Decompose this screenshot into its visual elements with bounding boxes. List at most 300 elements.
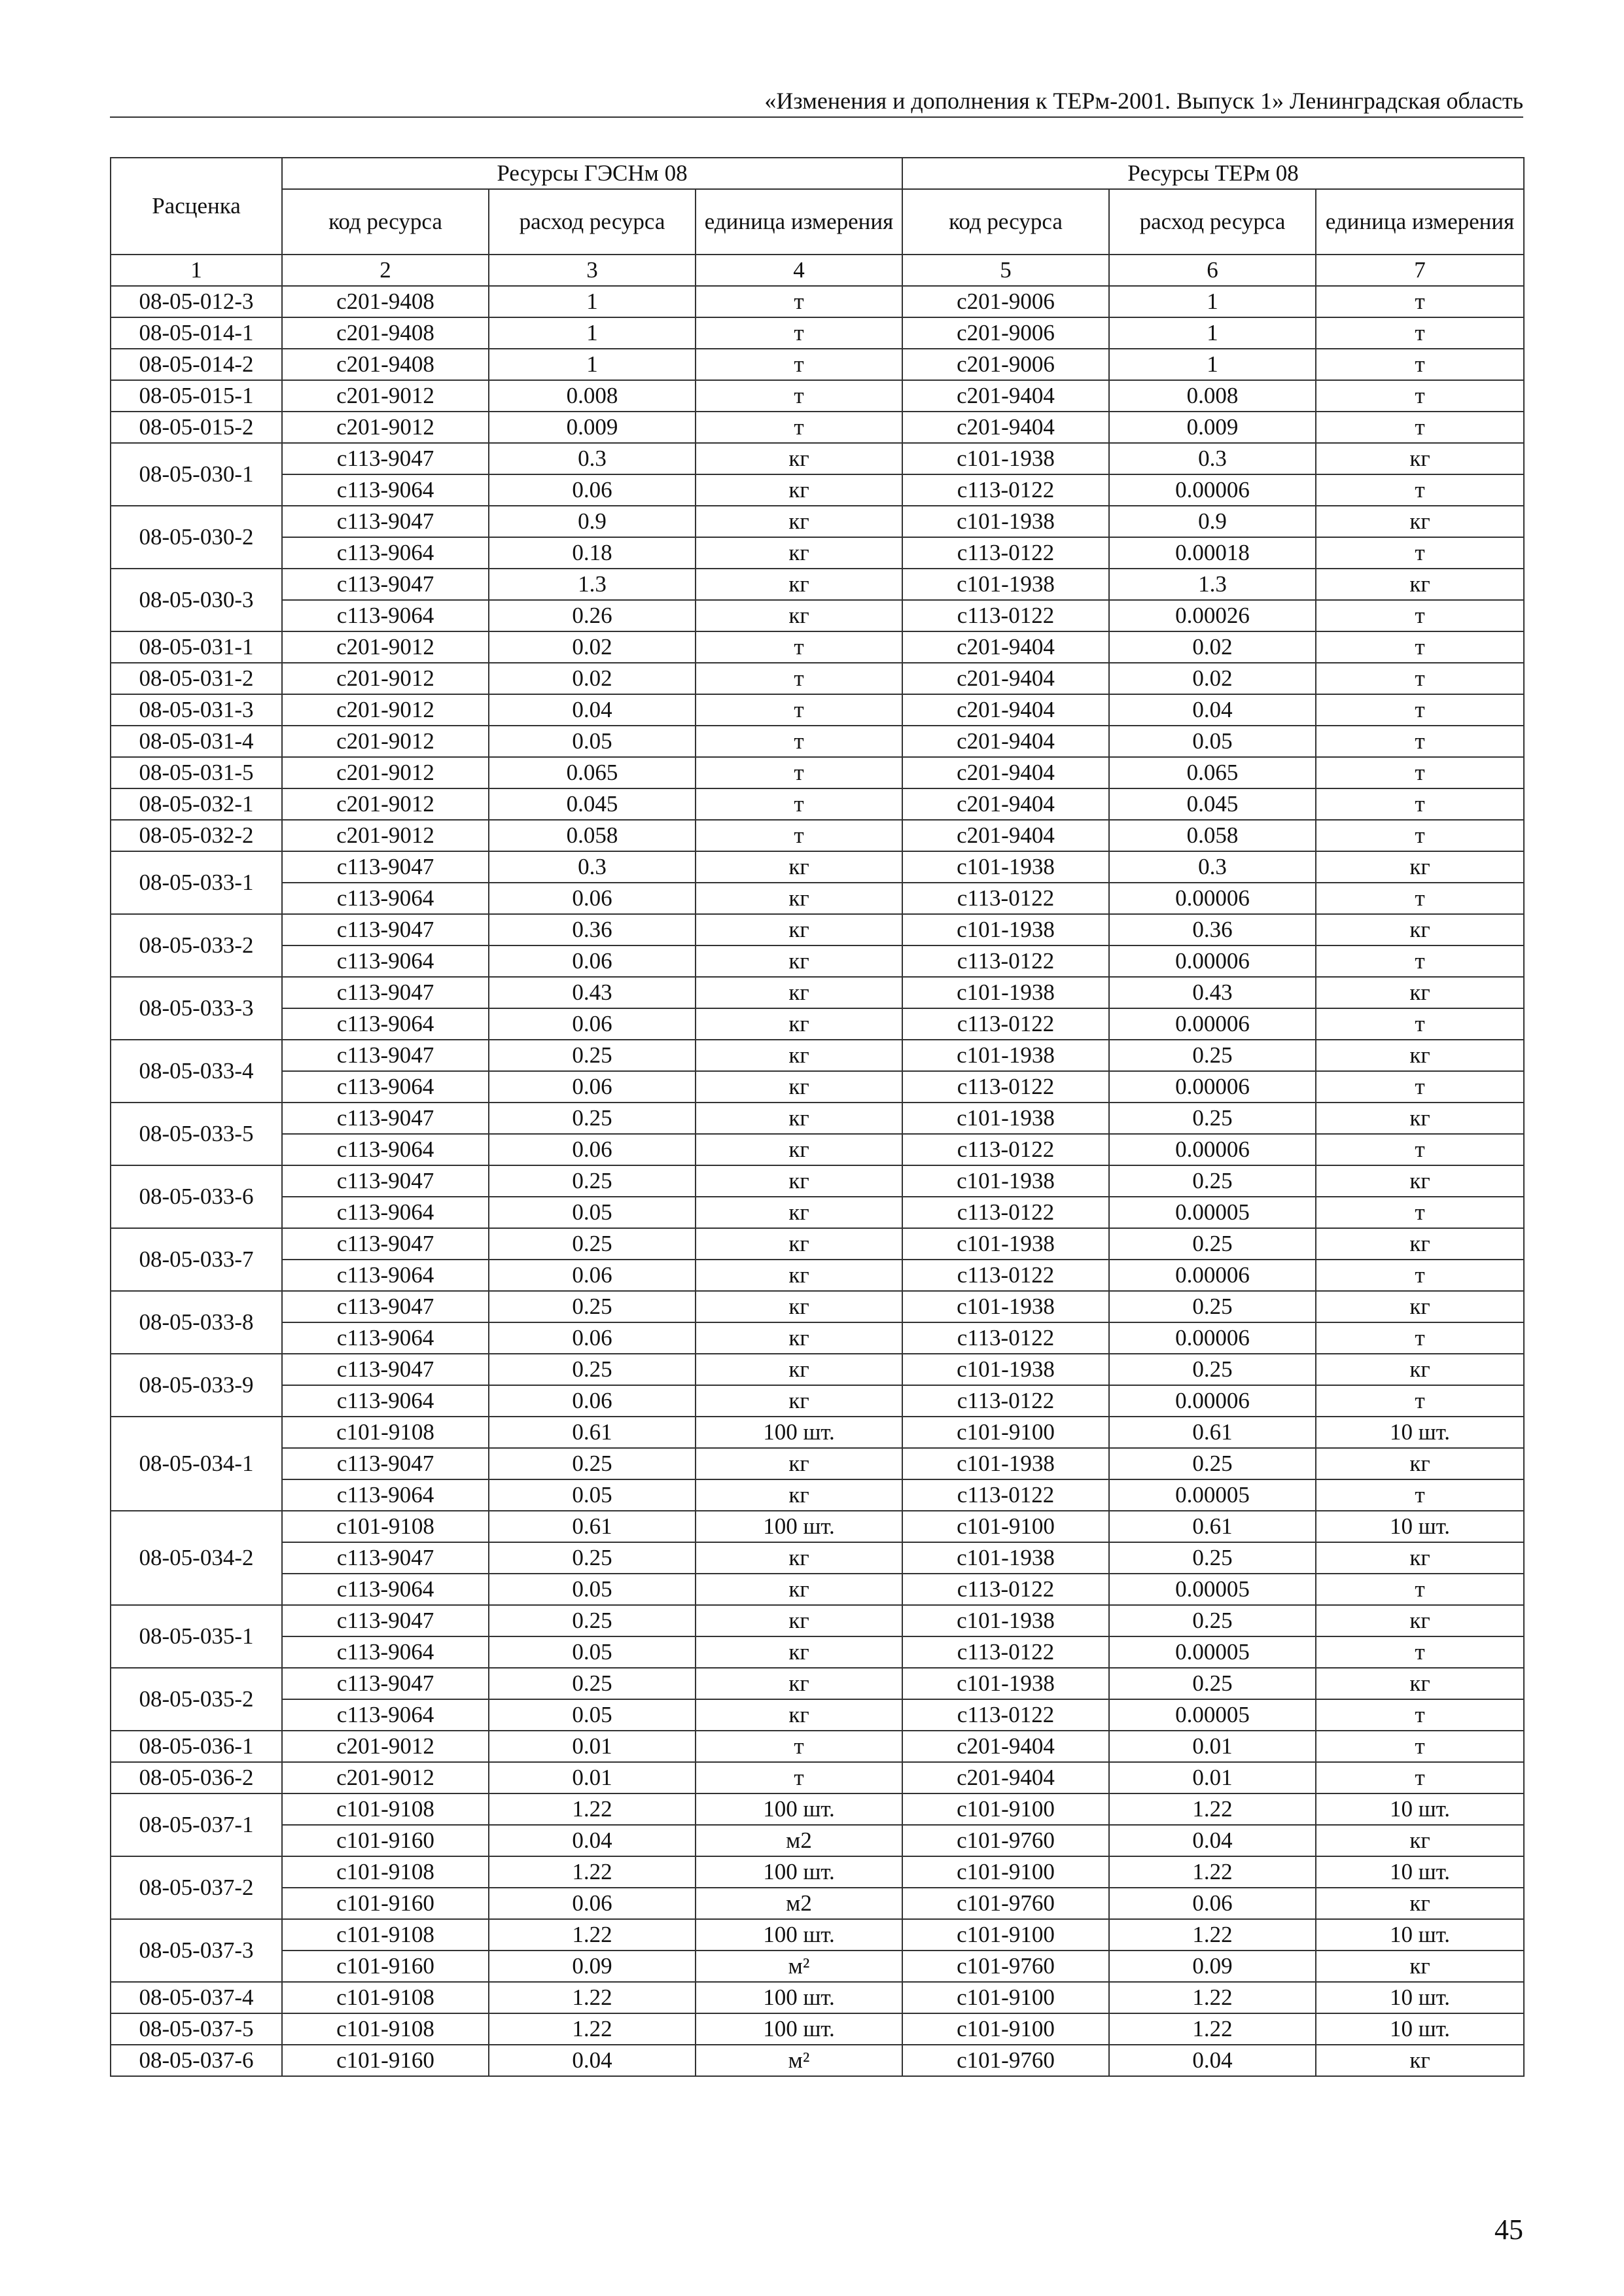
- table-row: [111, 506, 1524, 537]
- table-row: [111, 1228, 1524, 1260]
- cell-consumption-ter: 0.00005: [1109, 1479, 1316, 1511]
- cell-unit-ter: кг: [1316, 1448, 1524, 1479]
- cell-code-ter: с113-0122: [902, 1636, 1109, 1668]
- cell-unit-ter: т: [1316, 1134, 1524, 1165]
- cell-rate: 08-05-033-9: [111, 1354, 282, 1417]
- cell-consumption-ter: 0.25: [1109, 1165, 1316, 1197]
- cell-unit-ter: кг: [1316, 914, 1524, 945]
- table-row: [111, 1197, 1524, 1228]
- cell-unit-ter: т: [1316, 945, 1524, 977]
- cell-code-ter: с201-9404: [902, 663, 1109, 694]
- cell-consumption-ter: 0.008: [1109, 380, 1316, 412]
- cell-consumption-gesn: 0.25: [489, 1448, 696, 1479]
- table-row: [111, 412, 1524, 443]
- cell-consumption-gesn: 1: [489, 317, 696, 349]
- cell-code-gesn: с201-9012: [282, 726, 489, 757]
- cell-consumption-ter: 0.00005: [1109, 1636, 1316, 1668]
- running-header: «Изменения и дополнения к ТЕРм-2001. Выпуск 1» Ленинградская область: [764, 88, 1523, 114]
- cell-code-ter: с101-9760: [902, 1825, 1109, 1856]
- col-number: 1: [111, 255, 282, 286]
- group-header-ter: Ресурсы ТЕРм 08: [902, 158, 1524, 189]
- cell-rate: 08-05-015-1: [111, 380, 282, 412]
- cell-code-ter: с101-1938: [902, 1291, 1109, 1322]
- cell-consumption-gesn: 1.3: [489, 569, 696, 600]
- cell-rate: 08-05-031-4: [111, 726, 282, 757]
- cell-consumption-ter: 0.05: [1109, 726, 1316, 757]
- cell-code-ter: с201-9404: [902, 412, 1109, 443]
- cell-rate: 08-05-030-2: [111, 506, 282, 569]
- table-row: [111, 1511, 1524, 1542]
- cell-unit-gesn: кг: [696, 1385, 902, 1417]
- col-header-consumption-ter: расход ресурса: [1109, 189, 1316, 255]
- cell-consumption-ter: 0.25: [1109, 1354, 1316, 1385]
- cell-consumption-gesn: 0.25: [489, 1605, 696, 1636]
- cell-consumption-gesn: 0.3: [489, 851, 696, 883]
- cell-consumption-ter: 0.00006: [1109, 474, 1316, 506]
- cell-rate: 08-05-037-5: [111, 2013, 282, 2045]
- cell-code-ter: с201-9404: [902, 1762, 1109, 1793]
- cell-consumption-ter: 0.02: [1109, 663, 1316, 694]
- cell-consumption-gesn: 0.25: [489, 1103, 696, 1134]
- cell-code-gesn: с113-9064: [282, 1385, 489, 1417]
- cell-unit-gesn: т: [696, 788, 902, 820]
- cell-code-ter: с101-9100: [902, 1511, 1109, 1542]
- cell-code-ter: с113-0122: [902, 600, 1109, 631]
- cell-unit-gesn: кг: [696, 1040, 902, 1071]
- cell-unit-gesn: кг: [696, 1542, 902, 1574]
- cell-rate: 08-05-033-1: [111, 851, 282, 914]
- cell-consumption-gesn: 0.25: [489, 1668, 696, 1699]
- col-number: 5: [902, 255, 1109, 286]
- cell-consumption-gesn: 0.3: [489, 443, 696, 474]
- cell-code-gesn: с101-9108: [282, 1982, 489, 2013]
- cell-consumption-ter: 1: [1109, 349, 1316, 380]
- cell-consumption-ter: 0.00018: [1109, 537, 1316, 569]
- table-row: [111, 977, 1524, 1008]
- col-number: 4: [696, 255, 902, 286]
- cell-consumption-ter: 0.61: [1109, 1511, 1316, 1542]
- resources-table: [110, 157, 1525, 2077]
- cell-code-gesn: с201-9012: [282, 663, 489, 694]
- cell-unit-gesn: м²: [696, 2045, 902, 2076]
- cell-code-gesn: с113-9047: [282, 1448, 489, 1479]
- cell-code-gesn: с113-9064: [282, 474, 489, 506]
- cell-code-ter: с101-9100: [902, 1982, 1109, 2013]
- cell-rate: 08-05-033-8: [111, 1291, 282, 1354]
- cell-code-ter: с113-0122: [902, 1699, 1109, 1731]
- cell-unit-gesn: кг: [696, 506, 902, 537]
- cell-consumption-gesn: 0.05: [489, 1699, 696, 1731]
- cell-code-gesn: с113-9047: [282, 443, 489, 474]
- cell-rate: 08-05-034-2: [111, 1511, 282, 1605]
- cell-unit-gesn: 100 шт.: [696, 1793, 902, 1825]
- cell-unit-gesn: т: [696, 663, 902, 694]
- cell-consumption-ter: 1.22: [1109, 2013, 1316, 2045]
- cell-code-ter: с101-9760: [902, 1951, 1109, 1982]
- cell-code-ter: с201-9404: [902, 631, 1109, 663]
- cell-unit-ter: 10 шт.: [1316, 1982, 1524, 2013]
- cell-consumption-ter: 0.04: [1109, 2045, 1316, 2076]
- table-row: [111, 1542, 1524, 1574]
- cell-consumption-gesn: 0.05: [489, 1479, 696, 1511]
- cell-unit-gesn: м²: [696, 1951, 902, 1982]
- cell-unit-ter: т: [1316, 631, 1524, 663]
- cell-consumption-gesn: 0.06: [489, 1385, 696, 1417]
- cell-unit-gesn: 100 шт.: [696, 1856, 902, 1888]
- cell-unit-gesn: т: [696, 631, 902, 663]
- cell-unit-ter: т: [1316, 1636, 1524, 1668]
- cell-consumption-ter: 0.3: [1109, 851, 1316, 883]
- cell-rate: 08-05-034-1: [111, 1417, 282, 1511]
- cell-rate: 08-05-031-5: [111, 757, 282, 788]
- col-number: 7: [1316, 255, 1524, 286]
- cell-code-ter: с101-9100: [902, 1793, 1109, 1825]
- cell-consumption-ter: 0.25: [1109, 1291, 1316, 1322]
- cell-code-ter: с201-9006: [902, 286, 1109, 317]
- cell-code-ter: с101-1938: [902, 1103, 1109, 1134]
- table-row: [111, 1699, 1524, 1731]
- table-row: [111, 694, 1524, 726]
- table-row: [111, 1574, 1524, 1605]
- cell-code-gesn: с201-9012: [282, 380, 489, 412]
- cell-code-gesn: с113-9047: [282, 1354, 489, 1385]
- page-number: 45: [1494, 2214, 1523, 2246]
- cell-code-ter: с201-9006: [902, 349, 1109, 380]
- cell-unit-ter: т: [1316, 317, 1524, 349]
- cell-code-ter: с201-9006: [902, 317, 1109, 349]
- cell-unit-ter: т: [1316, 1071, 1524, 1103]
- cell-consumption-gesn: 0.01: [489, 1731, 696, 1762]
- cell-unit-ter: т: [1316, 726, 1524, 757]
- cell-unit-gesn: кг: [696, 1197, 902, 1228]
- cell-code-gesn: с113-9047: [282, 1040, 489, 1071]
- cell-code-ter: с113-0122: [902, 1479, 1109, 1511]
- table-row: [111, 1291, 1524, 1322]
- cell-unit-gesn: кг: [696, 851, 902, 883]
- cell-unit-ter: 10 шт.: [1316, 1856, 1524, 1888]
- cell-code-gesn: с113-9064: [282, 1636, 489, 1668]
- cell-code-gesn: с101-9160: [282, 2045, 489, 2076]
- cell-code-ter: с201-9404: [902, 726, 1109, 757]
- cell-code-ter: с113-0122: [902, 1134, 1109, 1165]
- cell-code-gesn: с201-9012: [282, 412, 489, 443]
- table-row: [111, 726, 1524, 757]
- table-row: [111, 1668, 1524, 1699]
- cell-consumption-gesn: 0.18: [489, 537, 696, 569]
- cell-rate: 08-05-015-2: [111, 412, 282, 443]
- cell-unit-ter: т: [1316, 380, 1524, 412]
- cell-code-ter: с113-0122: [902, 1385, 1109, 1417]
- cell-code-gesn: с113-9047: [282, 569, 489, 600]
- cell-consumption-ter: 1.22: [1109, 1793, 1316, 1825]
- table-row: [111, 443, 1524, 474]
- cell-rate: 08-05-031-2: [111, 663, 282, 694]
- cell-rate: 08-05-033-6: [111, 1165, 282, 1228]
- cell-consumption-gesn: 0.009: [489, 412, 696, 443]
- cell-consumption-gesn: 0.06: [489, 474, 696, 506]
- cell-code-gesn: с113-9064: [282, 537, 489, 569]
- cell-consumption-gesn: 1.22: [489, 1793, 696, 1825]
- cell-rate: 08-05-036-1: [111, 1731, 282, 1762]
- cell-unit-ter: кг: [1316, 1951, 1524, 1982]
- cell-consumption-gesn: 0.04: [489, 694, 696, 726]
- cell-code-ter: с101-9100: [902, 1919, 1109, 1951]
- cell-unit-ter: кг: [1316, 1354, 1524, 1385]
- cell-unit-gesn: м2: [696, 1825, 902, 1856]
- cell-unit-gesn: кг: [696, 1354, 902, 1385]
- table-row: [111, 380, 1524, 412]
- cell-consumption-gesn: 0.43: [489, 977, 696, 1008]
- cell-rate: 08-05-033-5: [111, 1103, 282, 1165]
- cell-code-gesn: с113-9047: [282, 851, 489, 883]
- table-row: [111, 1071, 1524, 1103]
- cell-code-gesn: с113-9064: [282, 1071, 489, 1103]
- cell-consumption-ter: 0.25: [1109, 1542, 1316, 1574]
- cell-consumption-ter: 0.25: [1109, 1448, 1316, 1479]
- cell-code-gesn: с101-9160: [282, 1825, 489, 1856]
- cell-unit-gesn: кг: [696, 945, 902, 977]
- cell-rate: 08-05-032-2: [111, 820, 282, 851]
- cell-code-gesn: с101-9108: [282, 1793, 489, 1825]
- cell-code-ter: с101-1938: [902, 1605, 1109, 1636]
- cell-unit-gesn: т: [696, 412, 902, 443]
- cell-rate: 08-05-012-3: [111, 286, 282, 317]
- cell-rate: 08-05-014-1: [111, 317, 282, 349]
- cell-unit-ter: кг: [1316, 851, 1524, 883]
- cell-rate: 08-05-037-6: [111, 2045, 282, 2076]
- cell-unit-ter: т: [1316, 1699, 1524, 1731]
- cell-consumption-gesn: 0.04: [489, 2045, 696, 2076]
- table-row: [111, 663, 1524, 694]
- cell-unit-gesn: т: [696, 1762, 902, 1793]
- table-row: [111, 286, 1524, 317]
- cell-code-gesn: с113-9047: [282, 506, 489, 537]
- cell-unit-gesn: кг: [696, 1228, 902, 1260]
- cell-consumption-ter: 0.00005: [1109, 1197, 1316, 1228]
- cell-consumption-ter: 0.25: [1109, 1668, 1316, 1699]
- cell-consumption-gesn: 0.25: [489, 1228, 696, 1260]
- cell-unit-ter: кг: [1316, 506, 1524, 537]
- cell-consumption-ter: 0.04: [1109, 1825, 1316, 1856]
- cell-consumption-gesn: 1.22: [489, 1919, 696, 1951]
- cell-code-ter: с113-0122: [902, 537, 1109, 569]
- cell-code-ter: с113-0122: [902, 1071, 1109, 1103]
- cell-consumption-gesn: 0.26: [489, 600, 696, 631]
- cell-code-gesn: с113-9047: [282, 1542, 489, 1574]
- cell-consumption-ter: 0.04: [1109, 694, 1316, 726]
- col-header-unit-ter: единица измерения: [1316, 189, 1524, 255]
- cell-code-ter: с101-1938: [902, 977, 1109, 1008]
- cell-unit-gesn: кг: [696, 1668, 902, 1699]
- cell-consumption-gesn: 0.05: [489, 1636, 696, 1668]
- cell-code-gesn: с201-9012: [282, 1762, 489, 1793]
- cell-code-ter: с101-1938: [902, 1354, 1109, 1385]
- table-row: [111, 1417, 1524, 1448]
- group-header-gesn: Ресурсы ГЭСНм 08: [282, 158, 902, 189]
- cell-unit-ter: т: [1316, 1574, 1524, 1605]
- cell-code-gesn: с101-9108: [282, 1511, 489, 1542]
- cell-consumption-ter: 0.02: [1109, 631, 1316, 663]
- cell-unit-gesn: т: [696, 757, 902, 788]
- cell-consumption-ter: 0.09: [1109, 1951, 1316, 1982]
- table-row: [111, 1103, 1524, 1134]
- cell-code-ter: с101-9100: [902, 1856, 1109, 1888]
- cell-unit-gesn: кг: [696, 1165, 902, 1197]
- cell-unit-ter: т: [1316, 474, 1524, 506]
- cell-rate: 08-05-035-1: [111, 1605, 282, 1668]
- cell-rate: 08-05-035-2: [111, 1668, 282, 1731]
- header-row-numbers: [111, 255, 1524, 286]
- cell-unit-gesn: т: [696, 349, 902, 380]
- cell-code-gesn: с113-9047: [282, 977, 489, 1008]
- cell-code-ter: с113-0122: [902, 474, 1109, 506]
- cell-consumption-gesn: 0.06: [489, 1322, 696, 1354]
- cell-unit-ter: 10 шт.: [1316, 2013, 1524, 2045]
- cell-unit-ter: 10 шт.: [1316, 1417, 1524, 1448]
- cell-unit-gesn: кг: [696, 474, 902, 506]
- cell-code-ter: с101-1938: [902, 1542, 1109, 1574]
- cell-consumption-ter: 0.00006: [1109, 945, 1316, 977]
- cell-unit-ter: т: [1316, 412, 1524, 443]
- cell-consumption-gesn: 0.06: [489, 1260, 696, 1291]
- cell-code-gesn: с201-9408: [282, 286, 489, 317]
- cell-consumption-ter: 0.00006: [1109, 1134, 1316, 1165]
- cell-code-gesn: с101-9108: [282, 1417, 489, 1448]
- cell-code-gesn: с113-9047: [282, 1228, 489, 1260]
- cell-unit-gesn: т: [696, 820, 902, 851]
- cell-consumption-gesn: 1: [489, 349, 696, 380]
- cell-unit-gesn: кг: [696, 1699, 902, 1731]
- cell-consumption-gesn: 0.25: [489, 1040, 696, 1071]
- cell-consumption-ter: 0.3: [1109, 443, 1316, 474]
- cell-code-gesn: с201-9408: [282, 349, 489, 380]
- table-row: [111, 1605, 1524, 1636]
- cell-consumption-ter: 0.065: [1109, 757, 1316, 788]
- cell-code-gesn: с201-9012: [282, 820, 489, 851]
- cell-code-gesn: с113-9047: [282, 1103, 489, 1134]
- cell-consumption-ter: 0.01: [1109, 1731, 1316, 1762]
- cell-consumption-gesn: 0.02: [489, 631, 696, 663]
- cell-code-ter: с101-1938: [902, 443, 1109, 474]
- cell-rate: 08-05-030-1: [111, 443, 282, 506]
- header-rule: [110, 116, 1523, 118]
- cell-unit-ter: кг: [1316, 1040, 1524, 1071]
- table-row: [111, 1008, 1524, 1040]
- cell-code-gesn: с113-9064: [282, 883, 489, 914]
- cell-unit-ter: т: [1316, 1197, 1524, 1228]
- cell-code-gesn: с201-9012: [282, 694, 489, 726]
- cell-code-ter: с201-9404: [902, 380, 1109, 412]
- cell-unit-gesn: кг: [696, 1134, 902, 1165]
- cell-consumption-ter: 1.3: [1109, 569, 1316, 600]
- cell-unit-ter: кг: [1316, 443, 1524, 474]
- cell-code-gesn: с101-9160: [282, 1888, 489, 1919]
- table-row: [111, 569, 1524, 600]
- col-header-code-gesn: код ресурса: [282, 189, 489, 255]
- cell-unit-gesn: т: [696, 380, 902, 412]
- cell-consumption-ter: 0.06: [1109, 1888, 1316, 1919]
- cell-code-ter: с113-0122: [902, 945, 1109, 977]
- cell-consumption-gesn: 0.045: [489, 788, 696, 820]
- cell-code-gesn: с113-9064: [282, 1479, 489, 1511]
- cell-consumption-ter: 1.22: [1109, 1982, 1316, 2013]
- cell-unit-gesn: кг: [696, 1103, 902, 1134]
- cell-code-ter: с113-0122: [902, 883, 1109, 914]
- table-row: [111, 757, 1524, 788]
- cell-code-ter: с113-0122: [902, 1197, 1109, 1228]
- cell-consumption-ter: 0.00005: [1109, 1574, 1316, 1605]
- cell-unit-ter: кг: [1316, 1228, 1524, 1260]
- cell-consumption-gesn: 0.25: [489, 1165, 696, 1197]
- cell-code-gesn: с101-9160: [282, 1951, 489, 1982]
- cell-unit-gesn: кг: [696, 1008, 902, 1040]
- cell-unit-gesn: 100 шт.: [696, 1417, 902, 1448]
- cell-consumption-ter: 0.43: [1109, 977, 1316, 1008]
- cell-consumption-ter: 0.00006: [1109, 1385, 1316, 1417]
- cell-consumption-ter: 0.36: [1109, 914, 1316, 945]
- cell-consumption-ter: 0.25: [1109, 1228, 1316, 1260]
- cell-consumption-gesn: 0.058: [489, 820, 696, 851]
- table-row: [111, 788, 1524, 820]
- cell-unit-ter: т: [1316, 600, 1524, 631]
- cell-code-gesn: с113-9047: [282, 1605, 489, 1636]
- cell-unit-ter: кг: [1316, 1825, 1524, 1856]
- cell-unit-ter: кг: [1316, 977, 1524, 1008]
- col-header-consumption-gesn: расход ресурса: [489, 189, 696, 255]
- cell-rate: 08-05-032-1: [111, 788, 282, 820]
- cell-code-ter: с201-9404: [902, 820, 1109, 851]
- cell-consumption-gesn: 0.05: [489, 1197, 696, 1228]
- cell-consumption-ter: 0.045: [1109, 788, 1316, 820]
- table-row: [111, 474, 1524, 506]
- cell-unit-gesn: т: [696, 726, 902, 757]
- table-row: [111, 1982, 1524, 2013]
- table-row: [111, 2045, 1524, 2076]
- cell-consumption-ter: 0.25: [1109, 1040, 1316, 1071]
- cell-unit-gesn: кг: [696, 1448, 902, 1479]
- cell-unit-ter: т: [1316, 1385, 1524, 1417]
- cell-rate: 08-05-033-7: [111, 1228, 282, 1291]
- cell-unit-ter: кг: [1316, 1165, 1524, 1197]
- cell-rate: 08-05-033-4: [111, 1040, 282, 1103]
- cell-consumption-ter: 0.00006: [1109, 1260, 1316, 1291]
- cell-rate: 08-05-033-2: [111, 914, 282, 977]
- cell-consumption-gesn: 0.61: [489, 1417, 696, 1448]
- col-header-unit-gesn: единица измерения: [696, 189, 902, 255]
- cell-code-ter: с201-9404: [902, 788, 1109, 820]
- cell-unit-ter: кг: [1316, 1103, 1524, 1134]
- cell-consumption-gesn: 0.06: [489, 945, 696, 977]
- table-row: [111, 1793, 1524, 1825]
- cell-code-gesn: с113-9064: [282, 1008, 489, 1040]
- cell-unit-gesn: кг: [696, 600, 902, 631]
- table-row: [111, 1134, 1524, 1165]
- cell-unit-gesn: т: [696, 694, 902, 726]
- cell-unit-ter: кг: [1316, 1542, 1524, 1574]
- table-row: [111, 1448, 1524, 1479]
- cell-rate: 08-05-037-1: [111, 1793, 282, 1856]
- cell-code-gesn: с101-9108: [282, 1919, 489, 1951]
- table-row: [111, 1825, 1524, 1856]
- cell-consumption-gesn: 0.06: [489, 1888, 696, 1919]
- cell-consumption-gesn: 0.36: [489, 914, 696, 945]
- table-row: [111, 1856, 1524, 1888]
- cell-unit-ter: т: [1316, 883, 1524, 914]
- cell-unit-gesn: кг: [696, 977, 902, 1008]
- cell-consumption-ter: 0.00006: [1109, 1071, 1316, 1103]
- cell-consumption-ter: 0.009: [1109, 412, 1316, 443]
- cell-unit-gesn: кг: [696, 1291, 902, 1322]
